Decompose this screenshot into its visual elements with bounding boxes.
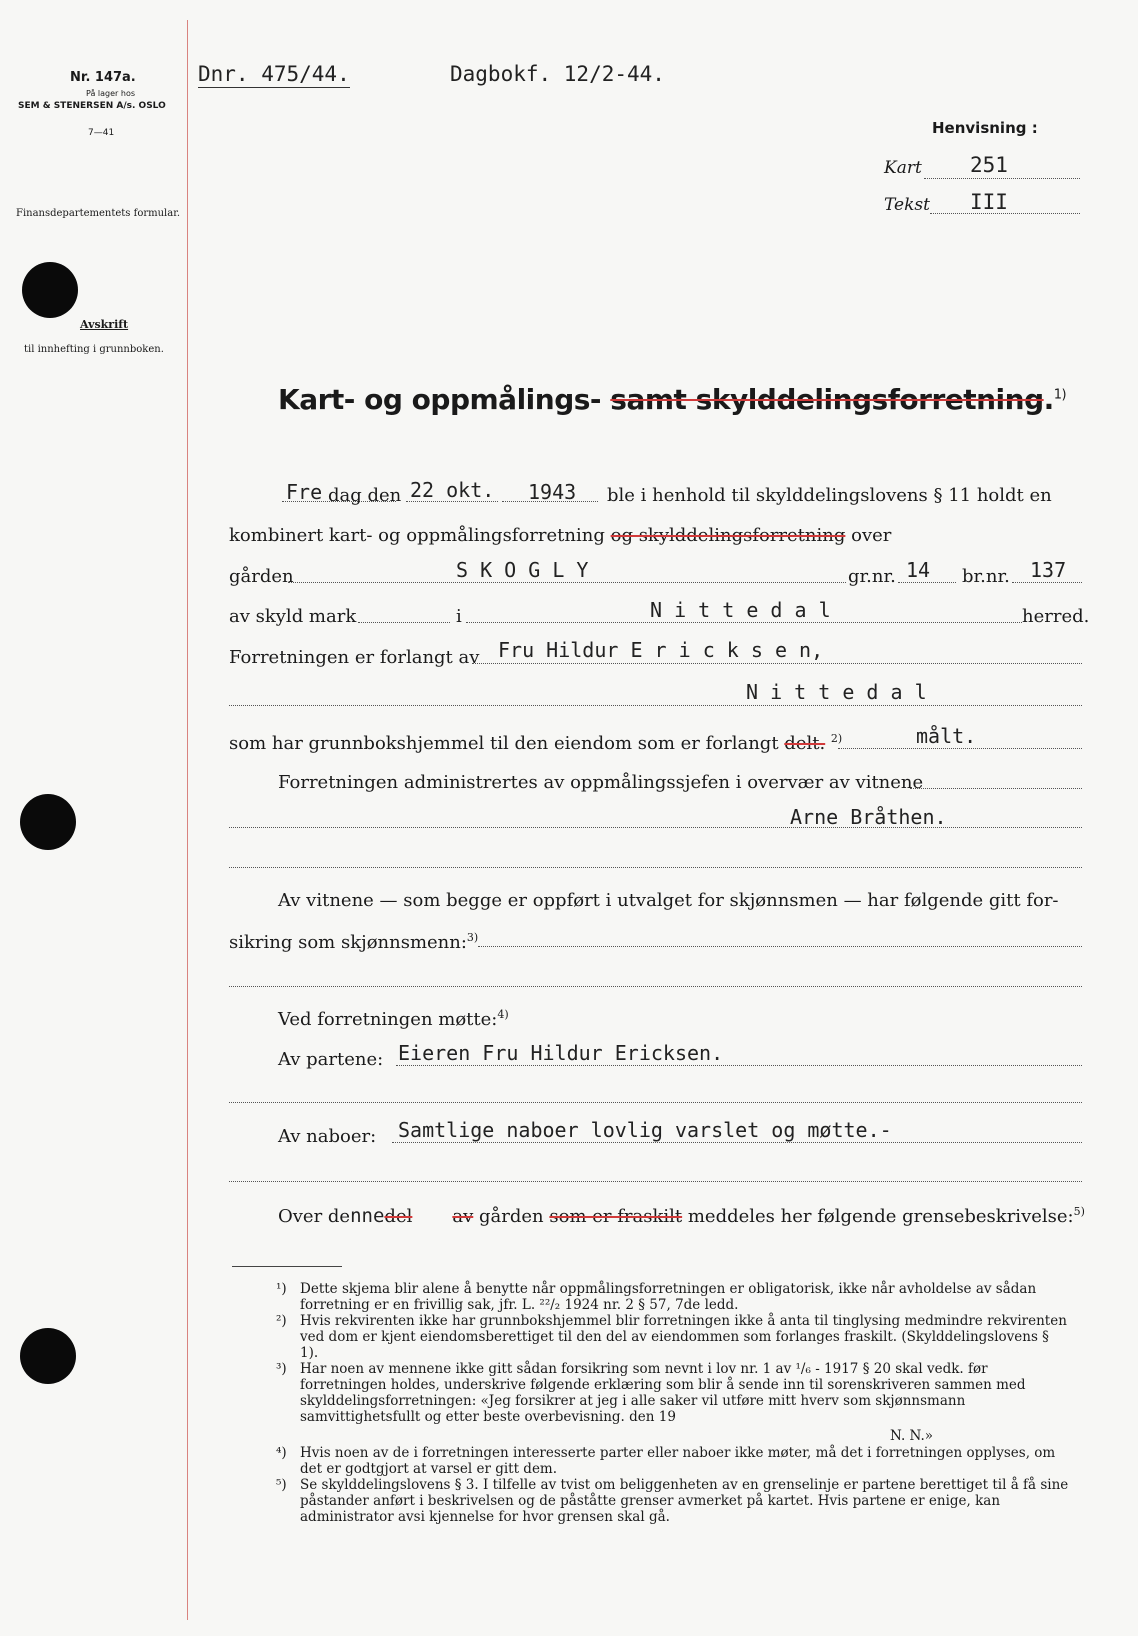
form-number: Nr. 147a. (70, 70, 136, 85)
dag-den-label: dag den (328, 485, 402, 506)
attended-label (278, 1008, 509, 1030)
line2-b: over (851, 525, 892, 546)
tax-rule (358, 622, 450, 623)
parties-rule-2 (229, 1102, 1082, 1103)
footnote-separator (232, 1266, 342, 1267)
farm-number-label: gr.nr. (848, 566, 896, 587)
punch-hole (22, 262, 78, 318)
publisher-line2: SEM & STENERSEN A/s. OSLO (18, 101, 166, 111)
blank-rule (229, 867, 1082, 868)
parties-label: Av partene: (278, 1049, 384, 1070)
form-title (278, 383, 1066, 416)
measured-rule (838, 748, 1082, 749)
parties-value: Eieren Fru Hildur Ericksen. (398, 1041, 724, 1065)
witness-rule (229, 827, 1082, 828)
neighbours-label: Av naboer: (278, 1126, 377, 1147)
farm-label: gården (229, 566, 294, 587)
print-date: 7—41 (88, 128, 115, 138)
publisher-line1: På lager hos (86, 89, 135, 98)
day-value: Fre (286, 480, 323, 504)
oath-rule (478, 946, 1082, 947)
footnote-1: ¹) Dette skjema blir alene å benytte når oppmålingsforretningen er obligatorisk, ikke når avholdelse av sådan forretning er en frivillig sak, jfr. L. ²²/₂ 1924 nr. 2 § 57, 7de ledd. (276, 1281, 1037, 1313)
boundary-struck1: del (384, 1206, 413, 1227)
copy-title: Avskrift (80, 318, 129, 331)
farm-value: S K O G L Y (456, 558, 589, 582)
journal-number: Dnr. 475/44. (198, 62, 350, 86)
requested-place: N i t t e d a l (746, 680, 927, 704)
requested-rule (472, 663, 1082, 664)
requested-label: Forretningen er forlangt av (229, 647, 480, 668)
attended-footnote-ref: 4) (497, 1008, 509, 1021)
title-holder-a: som har grunnbokshjemmel til den eiendom som er forlangt (229, 733, 779, 754)
place-rule (229, 705, 1082, 706)
admin-text: Forretningen administrertes av oppmålingssjefen i overvær av vitnene (278, 772, 924, 793)
attended-text: Ved forretningen møtte: (278, 1009, 498, 1030)
witnesses-text-line1: Av vitnene — som begge er oppført i utvalget for skjønnsmen — har følgende gitt for- (278, 890, 1059, 911)
line2-struck: og skylddelingsforretning (610, 525, 846, 546)
title-struck: samt skylddelingsforretning (610, 383, 1044, 416)
boundary-b: gården (479, 1206, 544, 1227)
line2-a: kombinert kart- og oppmålingsforretning (229, 525, 605, 546)
witnesses-line2: sikring som skjønnsmenn: (229, 932, 467, 953)
neighbours-value: Samtlige naboer lovlig varslet og møtte.- (398, 1118, 892, 1142)
boundary-intro (278, 1205, 1085, 1227)
measured-value: målt. (916, 724, 977, 748)
date-value: 22 okt. (410, 478, 495, 502)
text-value: III (970, 190, 1008, 214)
text-label: Tekst (884, 195, 930, 215)
witnesses-footnote-ref: 3) (466, 931, 479, 944)
boundary-footnote-ref: 5) (1073, 1205, 1085, 1218)
farm-number-rule (898, 582, 956, 583)
map-rule (924, 178, 1080, 179)
holding-number-value: 137 (1030, 558, 1067, 582)
district-label: herred. (1022, 606, 1090, 627)
punch-hole (20, 1328, 76, 1384)
ministry-form: Finansdepartementets formular. (16, 208, 181, 219)
line1-text: ble i henhold til skylddelingslovens § 11 holdt en (607, 485, 1052, 506)
tax-label: av skyld mark (229, 606, 357, 627)
holding-number-rule (1012, 582, 1082, 583)
year-value: 1943 (528, 480, 577, 504)
reference-label: Henvisning : (932, 119, 1038, 137)
requested-value: Fru Hildur E r i c k s e n, (498, 638, 824, 662)
copy-note: til innhefting i grunnboken. (24, 344, 164, 355)
boundary-struck2: av (452, 1206, 474, 1227)
boundary-a: Over de (278, 1206, 351, 1227)
diary-date: Dagbokf. 12/2-44. (450, 62, 665, 86)
boundary-typed: nne (350, 1205, 385, 1227)
neighbours-rule (392, 1142, 1082, 1143)
witnesses-text-line2 (229, 931, 478, 953)
holding-number-label: br.nr. (962, 566, 1010, 587)
margin-rule (187, 20, 188, 1620)
witness-value: Arne Bråthen. (790, 805, 947, 829)
footnote-5: ⁵) Se skylddelingslovens § 3. I tilfelle av tvist om beliggenheten av en grenselinje er partene berettiget til å få sine påstander anført i beskrivelsen og de påståtte grenser avmerket på kartet. Hvis partene er enige, kan administrator avsi kjennelse for hvor grensen skal gå. (276, 1477, 1069, 1525)
farm-number-value: 14 (906, 558, 931, 582)
line2-text (229, 525, 891, 546)
map-value: 251 (970, 153, 1008, 177)
footnote-2: ²) Hvis rekvirenten ikke har grunnbokshjemmel blir forretningen ikke å anta til tinglysing medmindre rekvirenten ved dom er kjent eiendomsberettiget til den del av eiendommen som forlanges fraskilt. (Skylddelingslovens § 1). (276, 1313, 1067, 1361)
title-holder-footnote-ref: 2) (830, 732, 843, 745)
farm-rule (288, 582, 846, 583)
title-main: Kart- og oppmålings- (278, 383, 602, 416)
title-footnote-ref: 1) (1053, 387, 1067, 403)
footnote-3: ³) Har noen av mennene ikke gitt sådan forsikring som nevnt i lov nr. 1 av ¹/₆ - 1917 § 20 skal vedk. før forretningen holdes, underskrive følgende erklæring som blir å sende inn til sorenskriveren sammen med skylddelingsforretningen: «Jeg forsikrer at jeg i alle saker vil utføre mitt hverv som skjønnsmann samvittighetsfullt og etter beste overbevisning. den 19 (276, 1361, 1026, 1425)
boundary-c: meddeles her følgende grensebeskrivelse: (687, 1206, 1074, 1227)
title-holder-struck: delt. (784, 733, 826, 754)
neighbours-rule-2 (229, 1181, 1082, 1182)
footnote-3-signature: N. N.» (890, 1428, 934, 1444)
boundary-struck3: som er fraskilt (549, 1206, 683, 1227)
parties-rule (396, 1065, 1082, 1066)
admin-rule (910, 788, 1082, 789)
district-rule (466, 622, 1022, 623)
punch-hole (20, 794, 76, 850)
title-holder-text (229, 732, 842, 754)
footnote-4: ⁴) Hvis noen av de i forretningen interesserte parter eller naboer ikke møter, må det i forretningen opplyses, om det er godtgjort at varsel er gitt dem. (276, 1445, 1056, 1477)
oath-rule-2 (229, 986, 1082, 987)
title-period: . (1043, 383, 1054, 416)
map-label: Kart (884, 158, 922, 178)
in-label: i (456, 606, 462, 627)
district-value: N i t t e d a l (650, 598, 831, 622)
